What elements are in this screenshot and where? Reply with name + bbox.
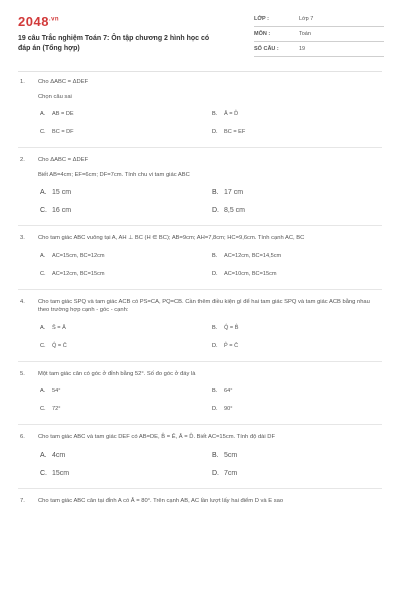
option-letter: C.: [40, 406, 46, 412]
question-number: 4.: [20, 298, 25, 305]
question-line: [20, 497, 382, 506]
option-text: BC = DF: [52, 129, 74, 135]
option-text: 7cm: [224, 469, 238, 477]
meta-row-grade: [254, 12, 384, 27]
question-text: Cho ΔABC = ΔDEF: [38, 157, 89, 163]
option-text: AC=12cm, BC=14,5cm: [224, 252, 282, 259]
question-text: Cho ΔABC = ΔDEF: [38, 79, 89, 85]
option-text: 64°: [224, 388, 233, 394]
answer-option-b[interactable]: [212, 324, 384, 333]
option-letter: D.: [212, 406, 218, 412]
option-letter: C.: [40, 342, 46, 349]
option-letter: C.: [40, 469, 47, 477]
answer-option-a[interactable]: [40, 188, 212, 197]
answer-options: [40, 387, 382, 414]
answer-options: [40, 110, 382, 137]
answer-option-d[interactable]: [212, 128, 384, 137]
question-number: 2.: [20, 157, 25, 163]
meta-row-count: [254, 42, 384, 57]
question-1: [20, 78, 382, 148]
question-divider: [18, 289, 382, 290]
option-letter: A.: [40, 189, 47, 196]
question-number: 3.: [20, 235, 25, 241]
question-divider: [18, 225, 382, 226]
option-text: 5cm: [224, 451, 238, 459]
option-letter: D.: [212, 207, 219, 214]
option-text: AC=12cm, BC=15cm: [52, 270, 105, 277]
meta-row-subject: [254, 27, 384, 42]
answer-option-c[interactable]: [40, 206, 212, 215]
question-list: [20, 78, 382, 505]
question-divider: [18, 147, 382, 148]
option-letter: B.: [212, 111, 218, 117]
answer-option-b[interactable]: [212, 188, 384, 197]
option-text: 15 cm: [52, 189, 72, 196]
option-text: 72°: [52, 406, 61, 412]
question-3: [20, 234, 382, 290]
question-text: Cho tam giác SPQ và tam giác ACB có PS=CA, PQ=CB. Cần thêm điều kiện gì để hai tam giác SPQ và tam giác ACB bằng nhau theo trường hợp cạnh - góc - cạnh:: [38, 298, 370, 313]
header-divider: [18, 71, 382, 72]
option-letter: B.: [212, 252, 218, 259]
answer-option-c[interactable]: [40, 342, 212, 351]
option-text: 54°: [52, 388, 61, 394]
question-line: [20, 156, 382, 165]
option-text: AC=10cm, BC=15cm: [224, 270, 277, 277]
answer-option-b[interactable]: [212, 252, 384, 261]
answer-option-d[interactable]: [212, 342, 384, 351]
option-letter: C.: [40, 129, 46, 135]
option-letter: B.: [212, 388, 218, 394]
answer-option-d[interactable]: [212, 469, 384, 478]
option-text: 4cm: [52, 451, 66, 459]
option-text: 90°: [224, 406, 233, 412]
option-text: 8,5 cm: [224, 207, 246, 214]
option-letter: D.: [212, 469, 219, 477]
question-text: Một tam giác cân có góc ở đỉnh bằng 52°. Số đo góc ở đáy là: [38, 370, 196, 377]
option-letter: D.: [212, 270, 218, 277]
question-line: [20, 433, 382, 442]
option-letter: D.: [212, 342, 218, 349]
question-number: 7.: [20, 497, 25, 504]
answer-option-b[interactable]: [212, 387, 384, 396]
question-text: Cho tam giác ABC và tam giác DEF có AB=DE, B̂ = Ê, Â = D̂. Biết AC=15cm. Tính độ dài DF: [38, 434, 276, 440]
answer-options: [40, 451, 382, 478]
option-text: 16 cm: [52, 207, 72, 214]
answer-option-c[interactable]: [40, 405, 212, 414]
option-text: Q̂ = Ĉ: [52, 342, 67, 349]
meta-value: Toán: [299, 31, 311, 37]
question-divider: [18, 488, 382, 489]
question-text: Cho tam giác ABC vuông tại A, AH ⊥ BC (H ∈ BC); AB=9cm; AH=7,8cm; HC=9,6cm. Tính cạnh AC, BC: [38, 235, 305, 241]
answer-option-a[interactable]: [40, 451, 212, 460]
question-line: [20, 234, 382, 243]
answer-option-a[interactable]: [40, 387, 212, 396]
question-2: [20, 156, 382, 226]
option-text: AB = DE: [52, 111, 74, 117]
answer-option-b[interactable]: [212, 451, 384, 460]
answer-options: [40, 188, 382, 215]
question-number: 6.: [20, 434, 25, 440]
meta-label: MÔN :: [254, 31, 271, 37]
option-letter: C.: [40, 207, 47, 214]
answer-options: [40, 324, 382, 351]
answer-option-c[interactable]: [40, 469, 212, 478]
question-number: 5.: [20, 370, 25, 377]
answer-option-a[interactable]: [40, 110, 212, 119]
option-text: BC = EF: [224, 129, 246, 135]
answer-option-a[interactable]: [40, 252, 212, 261]
question-subtext: Chọn câu sai: [38, 93, 72, 100]
site-logo[interactable]: [18, 14, 59, 29]
meta-value: Lớp 7: [299, 16, 314, 22]
answer-option-d[interactable]: [212, 270, 384, 279]
question-text: Cho tam giác ABC cân tại đỉnh A có Â = 80°. Trên cạnh AB, AC lần lượt lấy hai điểm D và E sao: [38, 497, 284, 504]
option-text: AC=15cm, BC=12cm: [52, 252, 105, 259]
meta-label: LỚP :: [254, 16, 269, 22]
logo-text: 2048: [18, 14, 49, 29]
question-divider: [18, 361, 382, 362]
answer-option-b[interactable]: [212, 110, 384, 119]
question-divider: [18, 424, 382, 425]
answer-option-d[interactable]: [212, 206, 384, 215]
option-text: Ŝ = Â: [52, 324, 66, 331]
question-number: 1.: [20, 79, 25, 85]
option-letter: B.: [212, 324, 218, 331]
option-letter: D.: [212, 129, 218, 135]
question-7: [20, 497, 382, 506]
answer-option-c[interactable]: [40, 270, 212, 279]
option-text: Q̂ = B̂: [224, 324, 239, 331]
document-header: [18, 12, 384, 64]
answer-option-d[interactable]: [212, 405, 384, 414]
option-text: 15cm: [52, 469, 70, 477]
meta-value: 19: [299, 46, 306, 52]
meta-label: SỐ CÂU :: [254, 46, 279, 52]
meta-table: [254, 12, 384, 57]
question-line: [20, 78, 382, 87]
option-letter: C.: [40, 270, 46, 277]
option-letter: A.: [40, 388, 46, 394]
option-letter: B.: [212, 189, 219, 196]
question-6: [20, 433, 382, 489]
question-4: [20, 298, 382, 362]
option-text: P̂ = Ĉ: [224, 342, 239, 349]
option-text: 17 cm: [224, 189, 244, 196]
document-title: 19 câu Trắc nghiệm Toán 7: Ôn tập chương 2 hình học có đáp án (Tổng hợp): [18, 35, 210, 52]
logo-suffix: .vn: [48, 16, 60, 23]
option-letter: A.: [40, 111, 46, 117]
question-5: [20, 370, 382, 426]
option-letter: A.: [40, 252, 46, 259]
answer-option-a[interactable]: [40, 324, 212, 333]
option-text: Â = D̂: [224, 111, 239, 117]
option-letter: B.: [212, 451, 219, 459]
answer-option-c[interactable]: [40, 128, 212, 137]
answer-options: [40, 252, 382, 279]
question-line: [20, 370, 382, 379]
question-subtext: Biết AB=4cm; EF=6cm; DF=7cm. Tính chu vi tam giác ABC: [38, 171, 190, 178]
option-letter: A.: [40, 451, 47, 459]
option-letter: A.: [40, 324, 46, 331]
question-line: [20, 298, 382, 315]
